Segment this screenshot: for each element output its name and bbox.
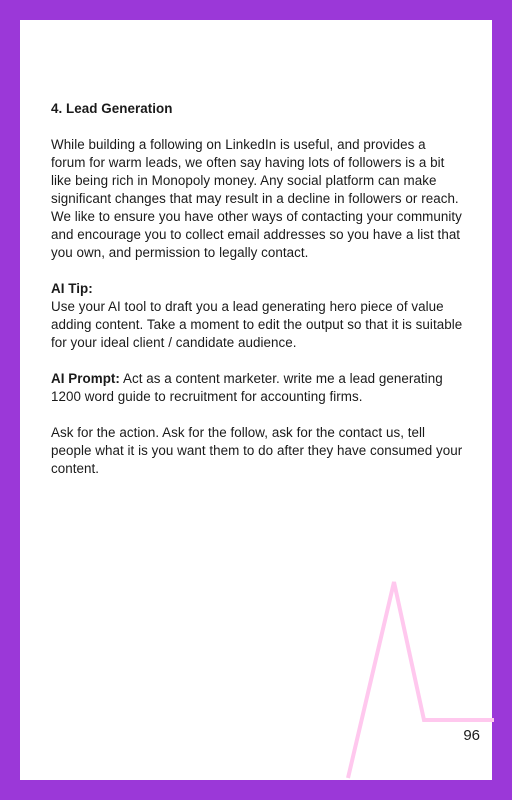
ai-tip-label: AI Tip: xyxy=(51,281,93,296)
spacer xyxy=(51,262,463,280)
spacer xyxy=(51,406,463,424)
paragraph-lead-generation: While building a following on LinkedIn is useful, and provides a forum for warm leads, we often say having lots of followers is a bit like being rich in Monopoly money. Any social platform can make significant changes that may result in a decline in followers or reach. We like to ensure you have other ways of contacting your community and encourage you to collect email addresses so you have a list that you own, and permission to legally contact. xyxy=(51,137,462,260)
ai-prompt-paragraph xyxy=(51,370,463,406)
spacer xyxy=(51,352,463,370)
section-heading: 4. Lead Generation xyxy=(51,101,173,116)
page-number: 96 xyxy=(463,727,480,744)
document-page xyxy=(20,20,492,780)
spacer xyxy=(51,118,463,136)
ai-tip-text: Use your AI tool to draft you a lead generating hero piece of value adding content. Take a moment to edit the output so that it is suitable for your ideal client / candidate audience. xyxy=(51,299,463,350)
closing-paragraph: Ask for the action. Ask for the follow, ask for the contact us, tell people what it is you want them to do after they have consumed your content. xyxy=(51,425,463,476)
ai-prompt-text: Act as a content marketer. write me a lead generating 1200 word guide to recruitment for accounting firms. xyxy=(51,371,443,404)
ai-prompt-label: AI Prompt: xyxy=(51,371,120,386)
page-content xyxy=(51,100,463,478)
